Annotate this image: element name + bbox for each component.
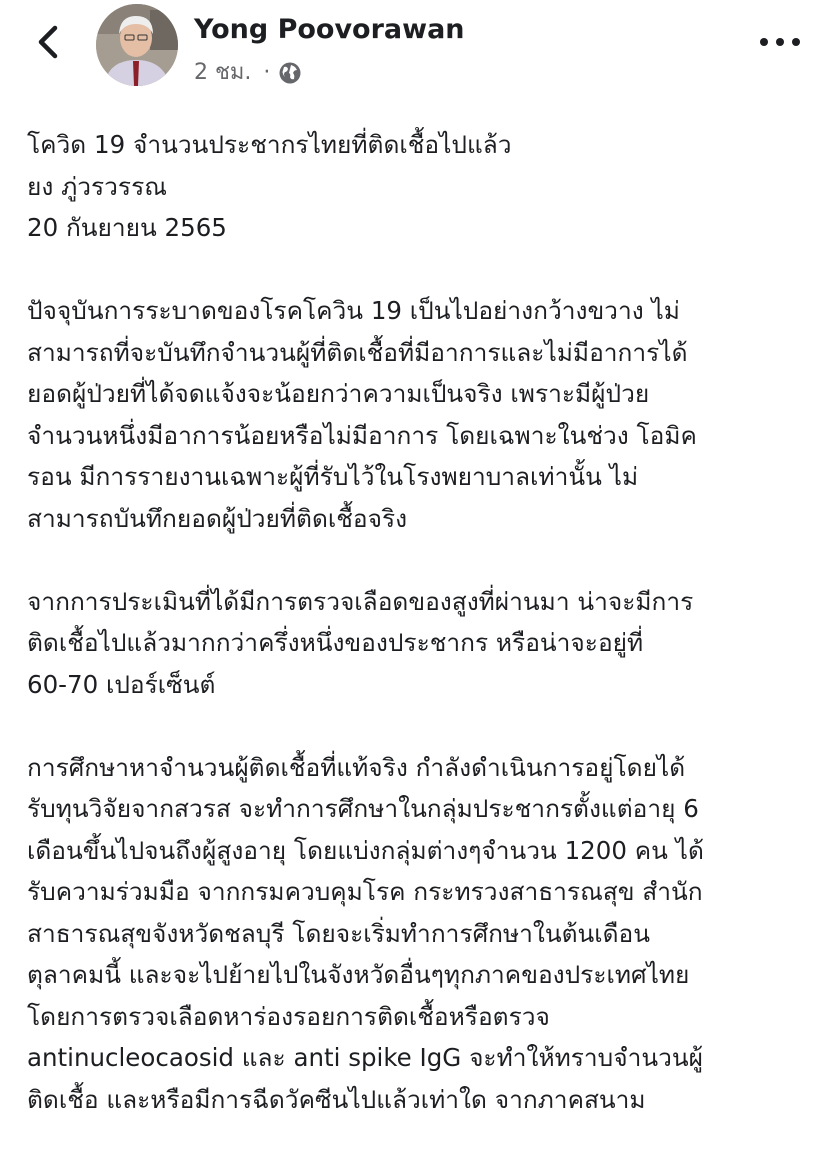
avatar[interactable] [96, 4, 178, 86]
text-line: รับความร่วมมือ จากกรมควบคุมโรค กระทรวงสาธารณสุข สำนัก [27, 877, 703, 906]
more-dot [776, 38, 784, 46]
post-time[interactable]: 2 ชม. [194, 60, 252, 85]
more-horizontal-icon [760, 38, 768, 46]
text-line: การศึกษาหาจำนวนผู้ติดเชื้อที่แท้จริง กำลังดำเนินการอยู่โดยได้ [27, 752, 686, 782]
text-line: สามารถบันทึกยอดผู้ป่วยที่ติดเชื้อจริง [27, 503, 408, 533]
text-line: รับทุนวิจัยจากสวรส จะทำการศึกษาในกลุ่มประชากรตั้งแต่อายุ 6 [27, 794, 699, 823]
text-line: ติดเชื้อ และหรือมีการฉีดวัคซีนไปแล้วเท่าใด จากภาคสนาม [27, 1084, 646, 1114]
post-date-line: 20 กันยายน 2565 [27, 213, 227, 242]
post-title: โควิด 19 จำนวนประชากรไทยที่ติดเชื้อไปแล้ว [27, 130, 512, 159]
post-author-line: ยง ภู่วรวรรณ [27, 171, 167, 201]
text-line: ตุลาคมนี้ และจะไปย้ายไปในจังหวัดอื่นๆทุกภาคของประเทศไทย [27, 960, 690, 989]
post-body [27, 124, 817, 1162]
post-meta [194, 58, 302, 88]
text-line: 60-70 เปอร์เซ็นต์ [27, 669, 216, 699]
paragraph-1 [27, 290, 817, 539]
post-title-block [27, 124, 817, 249]
text-line: เดือนขึ้นไปจนถึงผู้สูงอายุ โดยแบ่งกลุ่มต่างๆจำนวน 1200 คน ได้ [27, 835, 704, 865]
text-line: รอน มีการรายงานเฉพาะผู้ที่รับไว้ในโรงพยาบาลเท่านั้น ไม่ [27, 462, 639, 491]
chevron-left-icon [35, 24, 61, 60]
paragraph-2 [27, 581, 817, 706]
back-button[interactable] [26, 20, 70, 64]
globe-icon [278, 61, 302, 85]
paragraph-3 [27, 747, 817, 1121]
author-name[interactable]: Yong Poovorawan [194, 14, 465, 45]
more-dot [792, 38, 800, 46]
text-line: ติดเชื้อไปแล้วมากกว่าครึ่งหนึ่งของประชากร หรือน่าจะอยู่ที่ [27, 628, 644, 657]
text-line: สาธารณสุขจังหวัดชลบุรี โดยจะเริ่มทำการศึกษาในต้นเดือน [27, 918, 650, 948]
meta-separator: · [263, 60, 271, 85]
text-line: ปัจจุบันการระบาดของโรคโควิน 19 เป็นไปอย่างกว้างขวาง ไม่ [27, 296, 680, 325]
more-options-button[interactable] [760, 28, 800, 56]
text-line: สามารถที่จะบันทึกจำนวนผู้ที่ติดเชื้อที่มีอาการและไม่มีอาการได้ [27, 337, 688, 367]
text-line: antinucleocaosid และ anti spike IgG จะทำให้ทราบจำนวนผู้ [27, 1043, 703, 1072]
text-line: จำนวนหนึ่งมีอาการน้อยหรือไม่มีอาการ โดยเฉพาะในช่วง โอมิค [27, 420, 697, 450]
text-line: จากการประเมินที่ได้มีการตรวจเลือดของสูงที่ผ่านมา น่าจะมีการ [27, 586, 694, 616]
post-header [0, 0, 828, 100]
text-line: โดยการตรวจเลือดหาร่องรอยการติดเชื้อหรือตรวจ [27, 1001, 550, 1031]
profile-photo [96, 4, 178, 86]
text-line: ยอดผู้ป่วยที่ได้จดแจ้งจะน้อยกว่าความเป็นจริง เพราะมีผู้ป่วย [27, 379, 650, 408]
